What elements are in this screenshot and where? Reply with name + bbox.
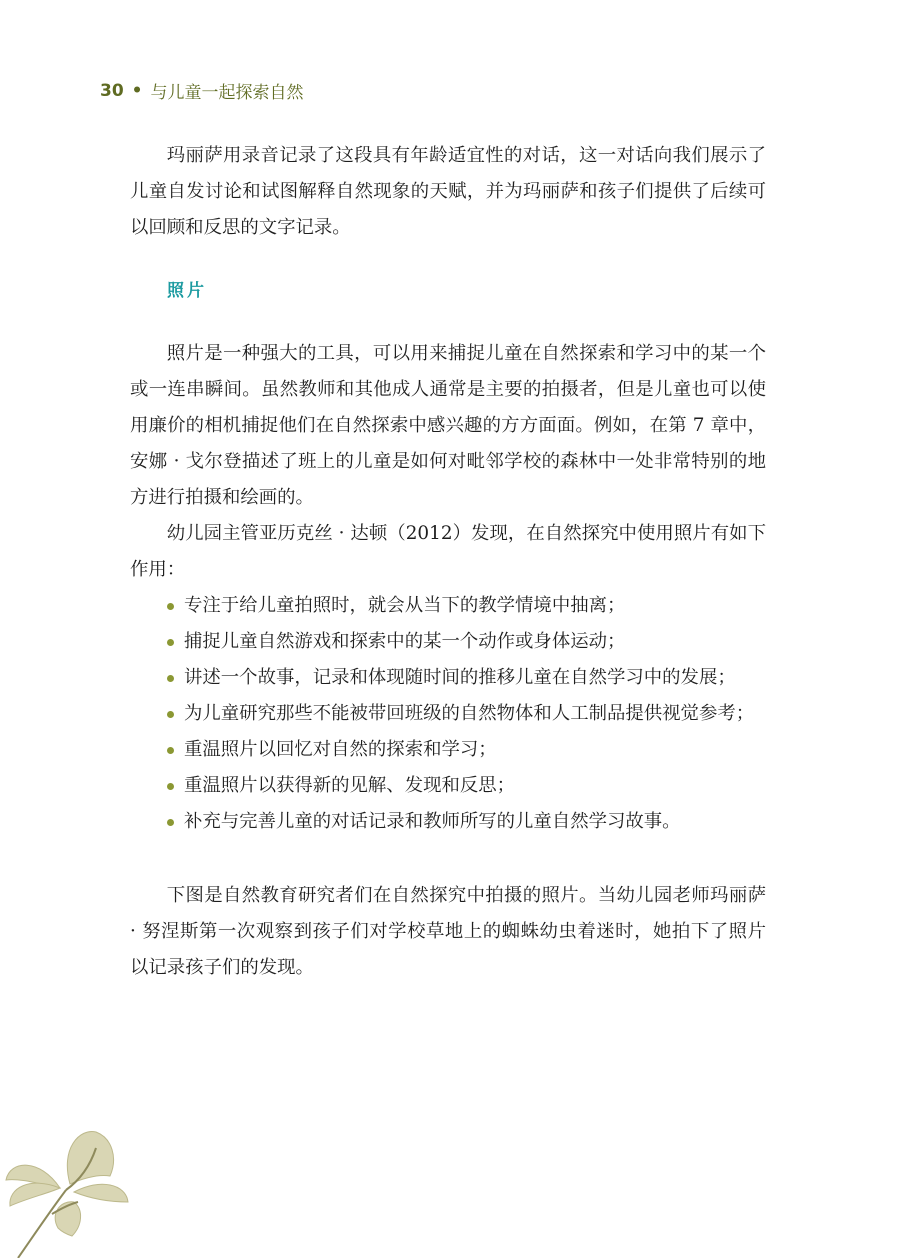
list-item-text: 讲述一个故事，记录和体现随时间的推移儿童在自然学习中的发展； bbox=[184, 667, 736, 688]
bullet-icon bbox=[167, 783, 174, 790]
list-item bbox=[130, 588, 766, 624]
intro-paragraph: 玛丽萨用录音记录了这段具有年龄适宜性的对话，这一对话向我们展示了儿童自发讨论和试图解释自然现象的天赋，并为玛丽萨和孩子们提供了后续可以回顾和反思的文字记录。 bbox=[130, 145, 766, 238]
header-separator: • bbox=[131, 80, 143, 101]
bullet-icon bbox=[167, 675, 174, 682]
bullet-icon bbox=[167, 603, 174, 610]
book-title: 与儿童一起探索自然 bbox=[150, 83, 304, 103]
photo-uses-list bbox=[130, 588, 766, 840]
page-number: 30 bbox=[100, 80, 124, 101]
photos-paragraph-1: 照片是一种强大的工具，可以用来捕捉儿童在自然探索和学习中的某一个或一连串瞬间。虽然教师和其他成人通常是主要的拍摄者，但是儿童也可以使用廉价的相机捕捉他们在自然探索中感兴趣的方方面面。例如，在第 7 章中，安娜 · 戈尔登描述了班上的儿童是如何对毗邻学校的森林中一处非常特别的地方进行拍摄和绘画的。 bbox=[130, 343, 766, 508]
list-item bbox=[130, 696, 766, 732]
list-item bbox=[130, 624, 766, 660]
list-item bbox=[130, 804, 766, 840]
running-header bbox=[100, 78, 304, 103]
list-item-text: 捕捉儿童自然游戏和探索中的某一个动作或身体运动； bbox=[184, 631, 626, 652]
list-item-text: 补充与完善儿童的对话记录和教师所写的儿童自然学习故事。 bbox=[184, 811, 681, 832]
bullet-icon bbox=[167, 819, 174, 826]
bullet-icon bbox=[167, 747, 174, 754]
section-title-photos: 照片 bbox=[167, 281, 207, 301]
list-item bbox=[130, 660, 766, 696]
ginkgo-leaf-icon bbox=[0, 1118, 170, 1258]
list-item-text: 为儿童研究那些不能被带回班级的自然物体和人工制品提供视觉参考； bbox=[184, 703, 755, 724]
list-item-text: 重温照片以回忆对自然的探索和学习； bbox=[184, 739, 497, 760]
list-item bbox=[130, 732, 766, 768]
bullet-icon bbox=[167, 711, 174, 718]
photos-paragraph-2: 幼儿园主管亚历克丝 · 达顿（2012）发现，在自然探究中使用照片有如下作用： bbox=[130, 523, 766, 580]
closing-paragraph: 下图是自然教育研究者们在自然探究中拍摄的照片。当幼儿园老师玛丽萨 · 努涅斯第一次观察到孩子们对学校草地上的蜘蛛幼虫着迷时，她拍下了照片以记录孩子们的发现。 bbox=[130, 885, 766, 978]
list-item-text: 专注于给儿童拍照时，就会从当下的教学情境中抽离； bbox=[184, 595, 626, 616]
list-item bbox=[130, 768, 766, 804]
bullet-icon bbox=[167, 639, 174, 646]
list-item-text: 重温照片以获得新的见解、发现和反思； bbox=[184, 775, 516, 796]
page-body bbox=[130, 138, 766, 986]
